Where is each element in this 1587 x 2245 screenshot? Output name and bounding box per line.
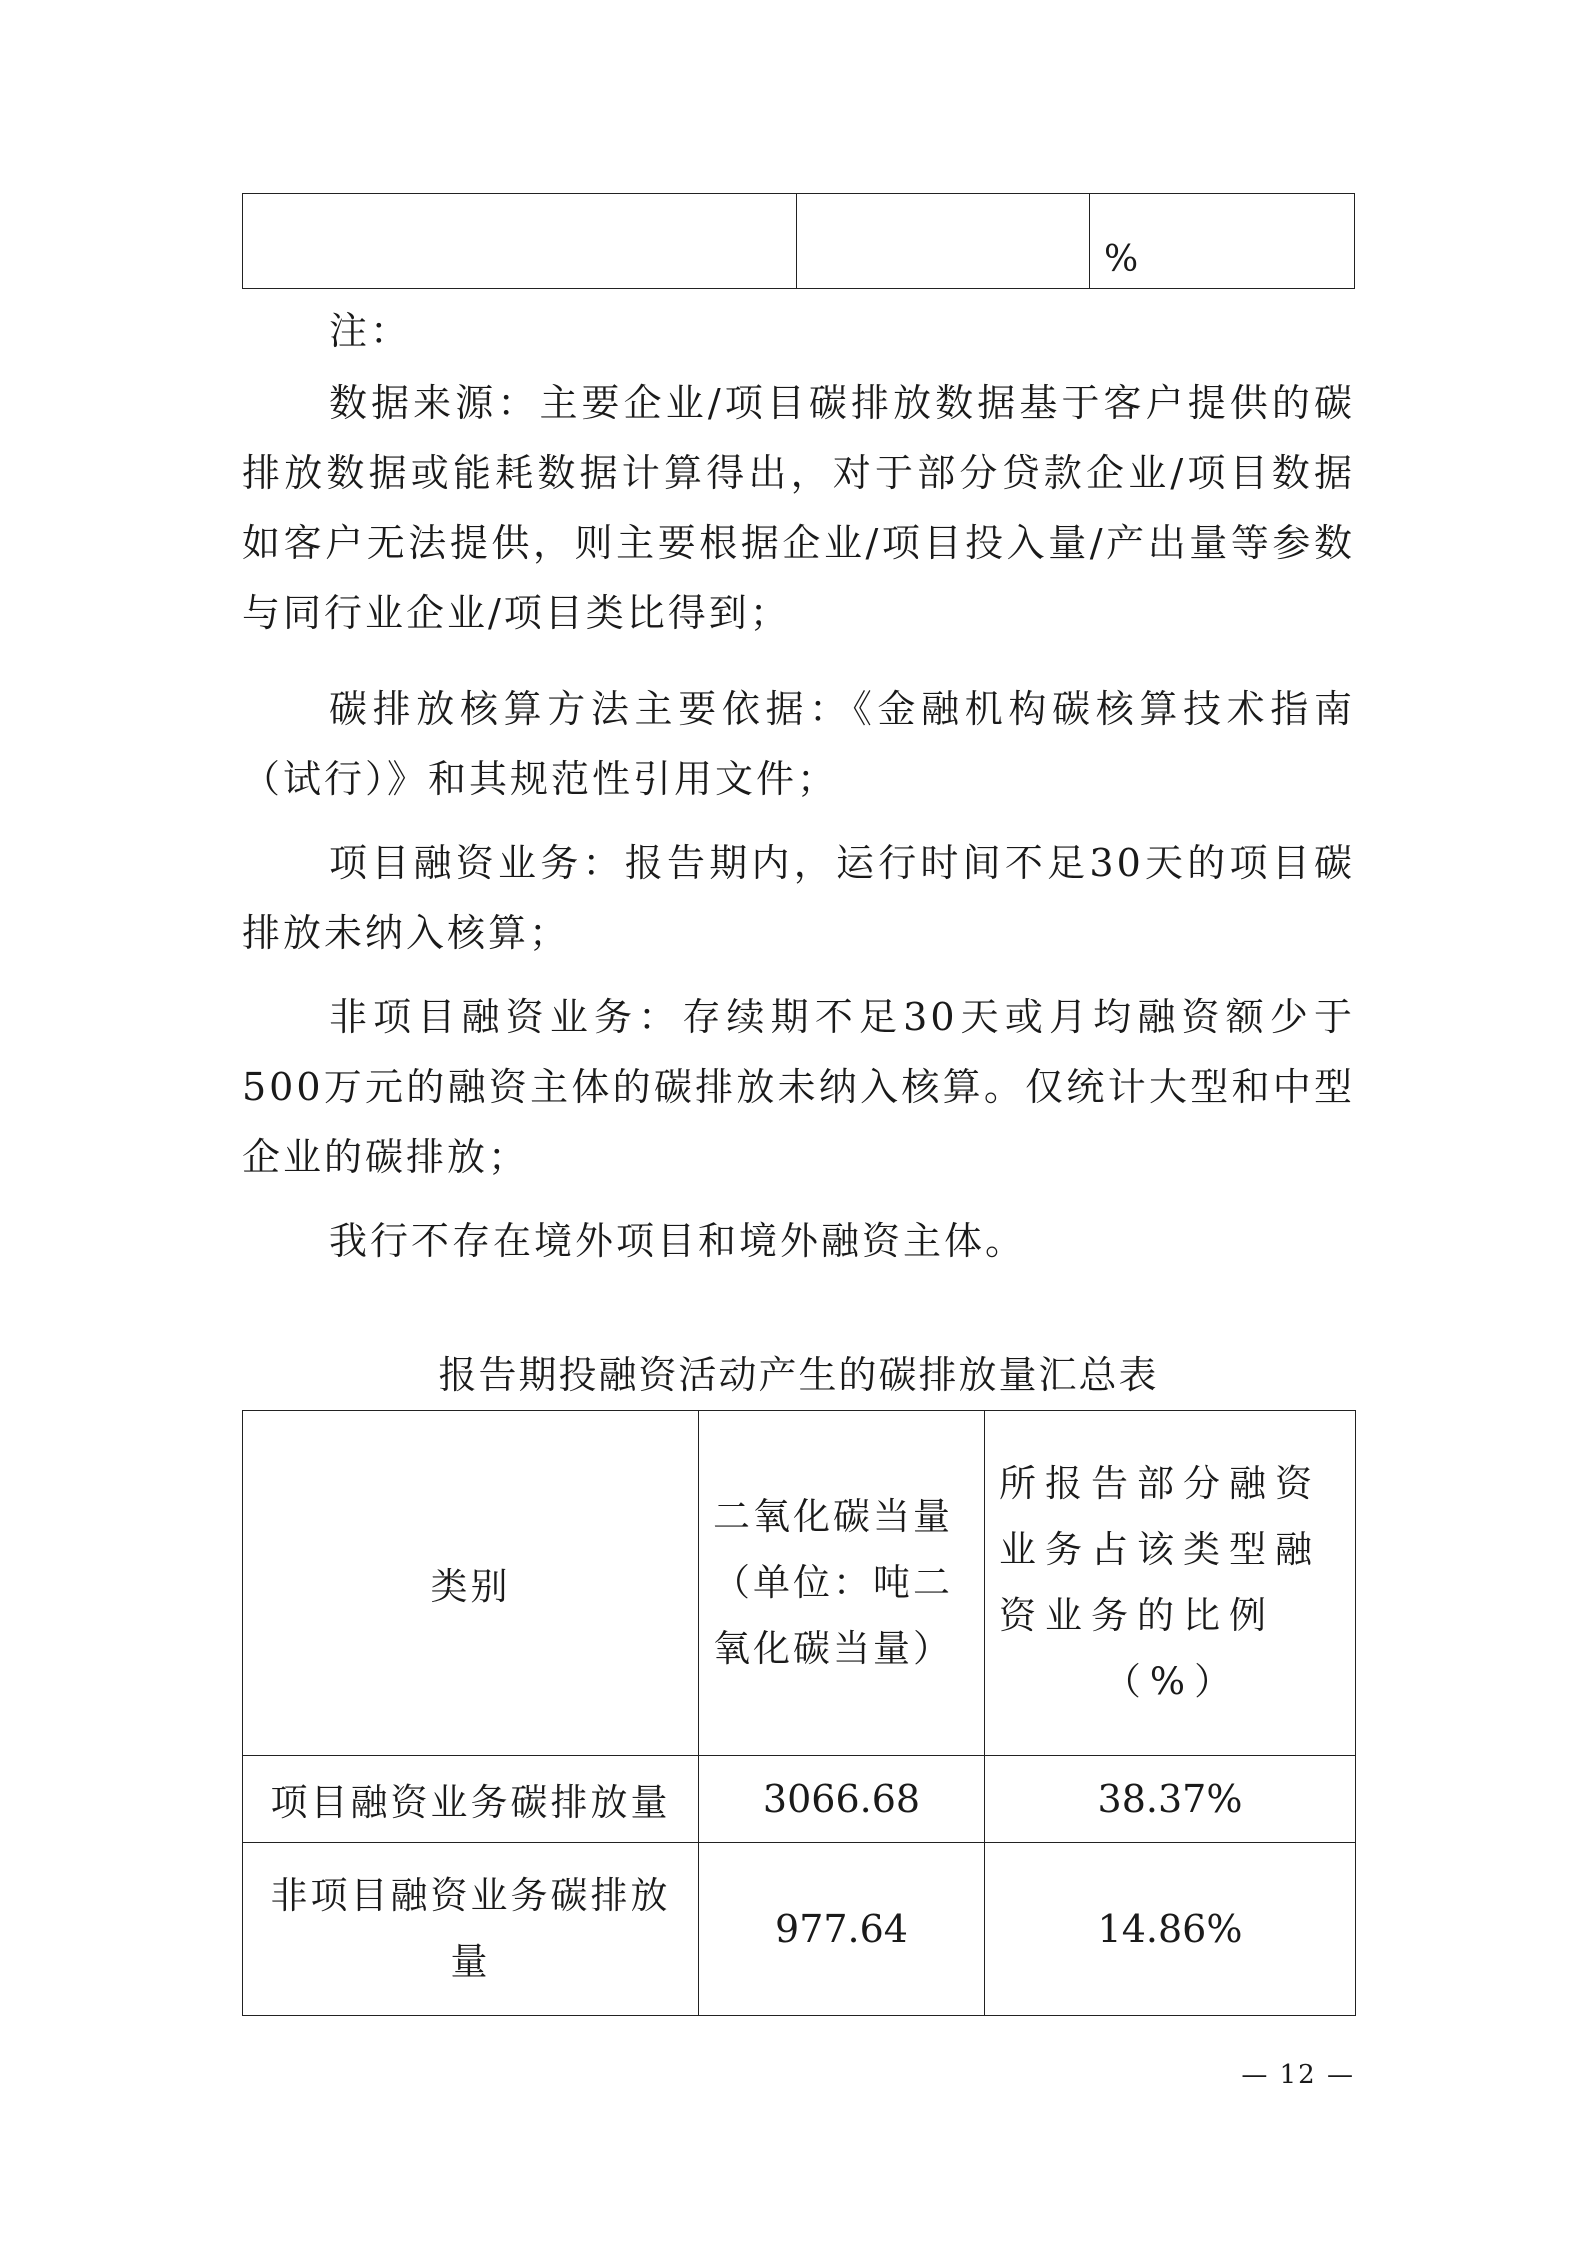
- continued-table: [242, 193, 1355, 289]
- table-cell: [243, 194, 797, 289]
- header-co2: 二氧化碳当量（单位：吨二氧化碳当量）: [699, 1411, 985, 1756]
- note-data-source: 数据来源：主要企业/项目碳排放数据基于客户提供的碳排放数据或能耗数据计算得出，对于部分贷款企业/项目数据如客户无法提供，则主要根据企业/项目投入量/产出量等参数与同行业企业/项目类比得到；: [242, 381, 1355, 635]
- summary-table: [242, 1410, 1356, 2016]
- table-cell: [797, 194, 1090, 289]
- note-non-project-financing: 非项目融资业务：存续期不足30天或月均融资额少于500万元的融资主体的碳排放未纳入核算。仅统计大型和中型企业的碳排放；: [242, 995, 1355, 1179]
- table-title: 报告期投融资活动产生的碳排放量汇总表: [438, 1353, 1159, 1397]
- header-ratio-text: 所报告部分融资业务占该类型融资业务的比例: [999, 1462, 1321, 1637]
- row-ratio-value: 14.86%: [985, 1843, 1356, 2016]
- row-category: 非项目融资业务碳排放量: [243, 1843, 699, 2016]
- table-cell-percent: %: [1090, 194, 1355, 289]
- table-header-row: [243, 1411, 1356, 1756]
- header-ratio: [985, 1411, 1356, 1756]
- row-category: 项目融资业务碳排放量: [243, 1756, 699, 1843]
- row-co2-value: 977.64: [699, 1843, 985, 2016]
- note-label: 注：: [329, 309, 412, 353]
- row-ratio-value: 38.37%: [985, 1756, 1356, 1843]
- row-co2-value: 3066.68: [699, 1756, 985, 1843]
- table-row: [243, 1756, 1356, 1843]
- note-method: 碳排放核算方法主要依据：《金融机构碳核算技术指南（试行）》和其规范性引用文件；: [242, 687, 1355, 801]
- header-ratio-unit: （%）: [1103, 1660, 1241, 1703]
- note-project-financing: 项目融资业务：报告期内，运行时间不足30天的项目碳排放未纳入核算；: [242, 841, 1355, 955]
- table-row: [243, 1843, 1356, 2016]
- header-category: 类别: [243, 1411, 699, 1756]
- page-number: — 12 —: [1241, 2060, 1355, 2090]
- note-overseas: 我行不存在境外项目和境外融资主体。: [329, 1219, 1027, 1263]
